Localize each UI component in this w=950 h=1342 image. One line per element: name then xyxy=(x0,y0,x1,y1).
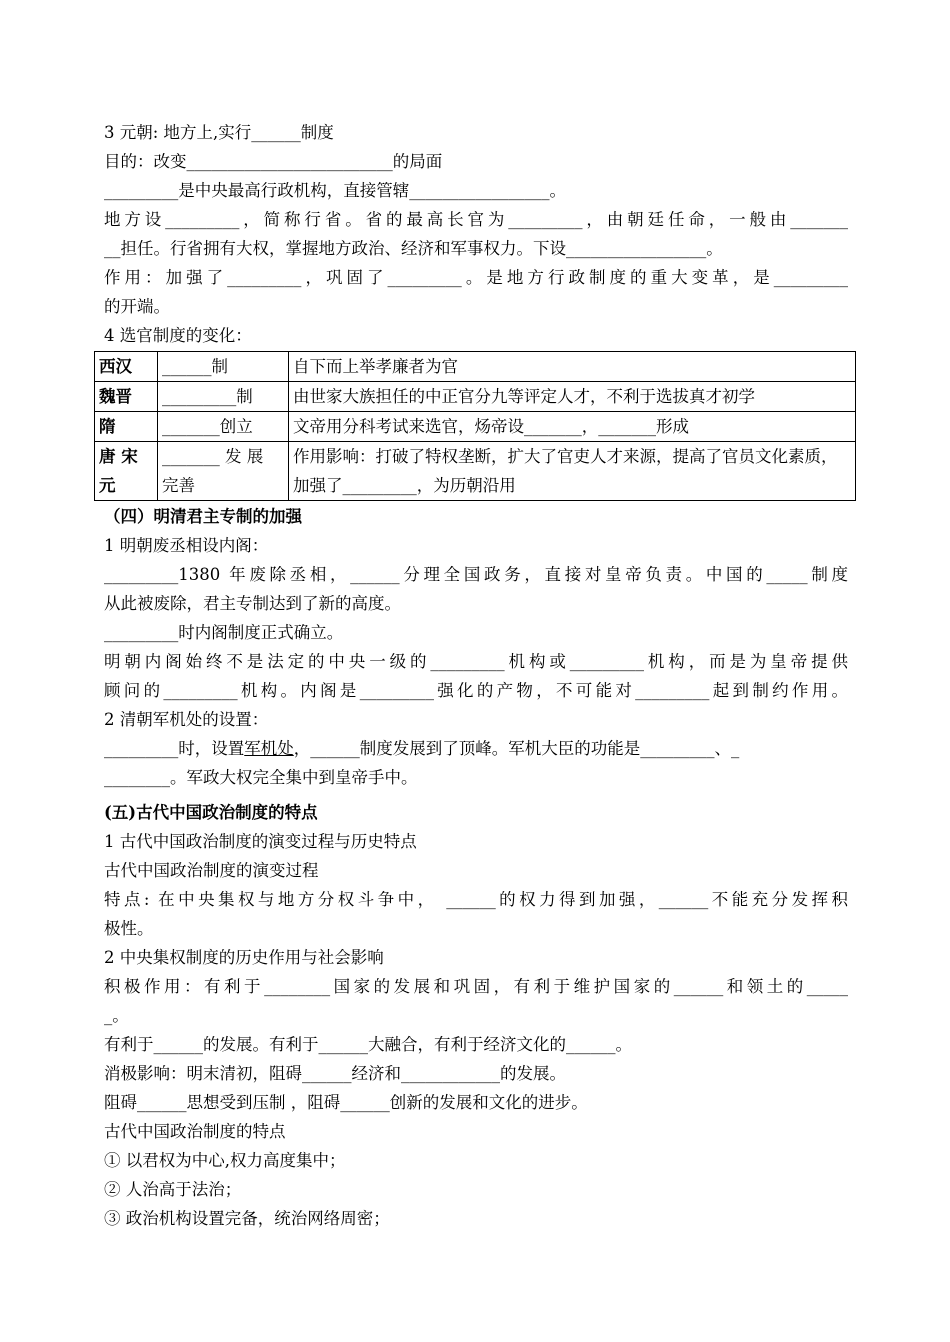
junjichu-term: 军机处 xyxy=(244,739,294,758)
description-cell: 自下而上举孝廉者为官 xyxy=(289,352,856,382)
mingqing-line-5: 明朝内阁始终不是法定的中央一级的_________机构或_________机构，而是为皇帝提供 xyxy=(104,652,848,671)
features-line-4: 极性。 xyxy=(104,919,154,938)
yuan-line-2: 目的：改变_________________________的局面 xyxy=(104,152,443,171)
selection-heading: 4 选官制度的变化： xyxy=(104,326,252,345)
mingqing-line-1: 1 明朝废丞相设内阁： xyxy=(104,536,269,555)
line-text: _________时，设置 xyxy=(104,739,245,758)
yuan-line-1: 3 元朝: 地方上,实行______制度 xyxy=(104,123,334,142)
mingqing-line-4: _________时内阁制度正式确立。 xyxy=(104,623,344,642)
table-row xyxy=(95,352,856,382)
features-line-7: _。 xyxy=(104,1006,129,1025)
features-line-1: 1 古代中国政治制度的演变过程与历史特点 xyxy=(104,832,417,851)
features-line-2: 古代中国政治制度的演变过程 xyxy=(104,861,319,880)
line-text: ，______制度发展到了顶峰。军机大臣的功能是_________、_ xyxy=(293,739,740,758)
yuan-line-4: 地方设_________，简称行省。省的最高长官为_________，由朝廷任命，一般由_______ xyxy=(104,210,848,229)
document-page xyxy=(99,118,848,1233)
features-line-6: 积极作用：有利于________国家的发展和巩固，有利于维护国家的______和领土的_____ xyxy=(104,977,848,996)
features-line-10: 阻碍______思想受到压制 ，阻碍______创新的发展和文化的进步。 xyxy=(104,1093,588,1112)
system-cell: _______ 发 展 完善 xyxy=(158,442,289,501)
description-cell: 文帝用分科考试来选官，炀帝设_______，_______形成 xyxy=(289,412,856,442)
section-title-features: (五)古代中国政治制度的特点 xyxy=(104,803,318,822)
system-cell: _______创立 xyxy=(158,412,289,442)
features-line-8: 有利于______的发展。有利于______大融合，有利于经济文化的______。 xyxy=(104,1035,632,1054)
mingqing-line-8 xyxy=(104,734,848,763)
table-row xyxy=(95,442,856,501)
mingqing-line-6: 顾问的_________机构。内阁是_________强化的产物，不可能对_________起到制约作用。 xyxy=(104,681,848,700)
table-row xyxy=(95,412,856,442)
features-line-3: 特点: 在中央集权与地方分权斗争中， ______的权力得到加强，______不能充分发挥积 xyxy=(104,890,848,909)
yuan-line-5: __担任。行省拥有大权，掌握地方政治、经济和军事权力。下设_________________。 xyxy=(104,239,723,258)
dynasty-cell: 西汉 xyxy=(95,352,158,382)
section-title-mingqing: （四）明清君主专制的加强 xyxy=(104,507,302,526)
yuan-line-3: _________是中央最高行政机构，直接管辖_________________。 xyxy=(104,181,566,200)
features-line-12: ① 以君权为中心,权力高度集中； xyxy=(104,1151,346,1170)
features-line-11: 古代中国政治制度的特点 xyxy=(104,1122,286,1141)
features-line-5: 2 中央集权制度的历史作用与社会影响 xyxy=(104,948,384,967)
mingqing-line-2: _________1380 年废除丞相，______分理全国政务，直接对皇帝负责。中国的_____制度 xyxy=(104,565,848,584)
yuan-line-6: 作用：加强了_________，巩固了_________。是地方行政制度的重大变革，是_________ xyxy=(104,268,848,287)
description-cell: 作用影响：打破了特权垄断，扩大了官吏人才来源，提高了官员文化素质，加强了_________，为历朝沿用 xyxy=(289,442,856,501)
features-line-13: ② 人治高于法治； xyxy=(104,1180,242,1199)
features-line-9: 消极影响：明末清初，阻碍______经济和____________的发展。 xyxy=(104,1064,566,1083)
dynasty-cell: 隋 xyxy=(95,412,158,442)
mingqing-line-9: ________。军政大权完全集中到皇帝手中。 xyxy=(104,768,418,787)
system-cell: _________制 xyxy=(158,382,289,412)
mingqing-line-7: 2 清朝军机处的设置： xyxy=(104,710,269,729)
system-cell: ______制 xyxy=(158,352,289,382)
features-line-14: ③ 政治机构设置完备，统治网络周密； xyxy=(104,1209,390,1228)
description-cell: 由世家大族担任的中正官分九等评定人才，不利于选拔真才初学 xyxy=(289,382,856,412)
yuan-line-7: 的开端。 xyxy=(104,297,170,316)
selection-table xyxy=(94,351,856,501)
dynasty-cell: 唐 宋 元 xyxy=(95,442,158,501)
table-row xyxy=(95,382,856,412)
dynasty-cell: 魏晋 xyxy=(95,382,158,412)
mingqing-line-3: 从此被废除，君主专制达到了新的高度。 xyxy=(104,594,401,613)
